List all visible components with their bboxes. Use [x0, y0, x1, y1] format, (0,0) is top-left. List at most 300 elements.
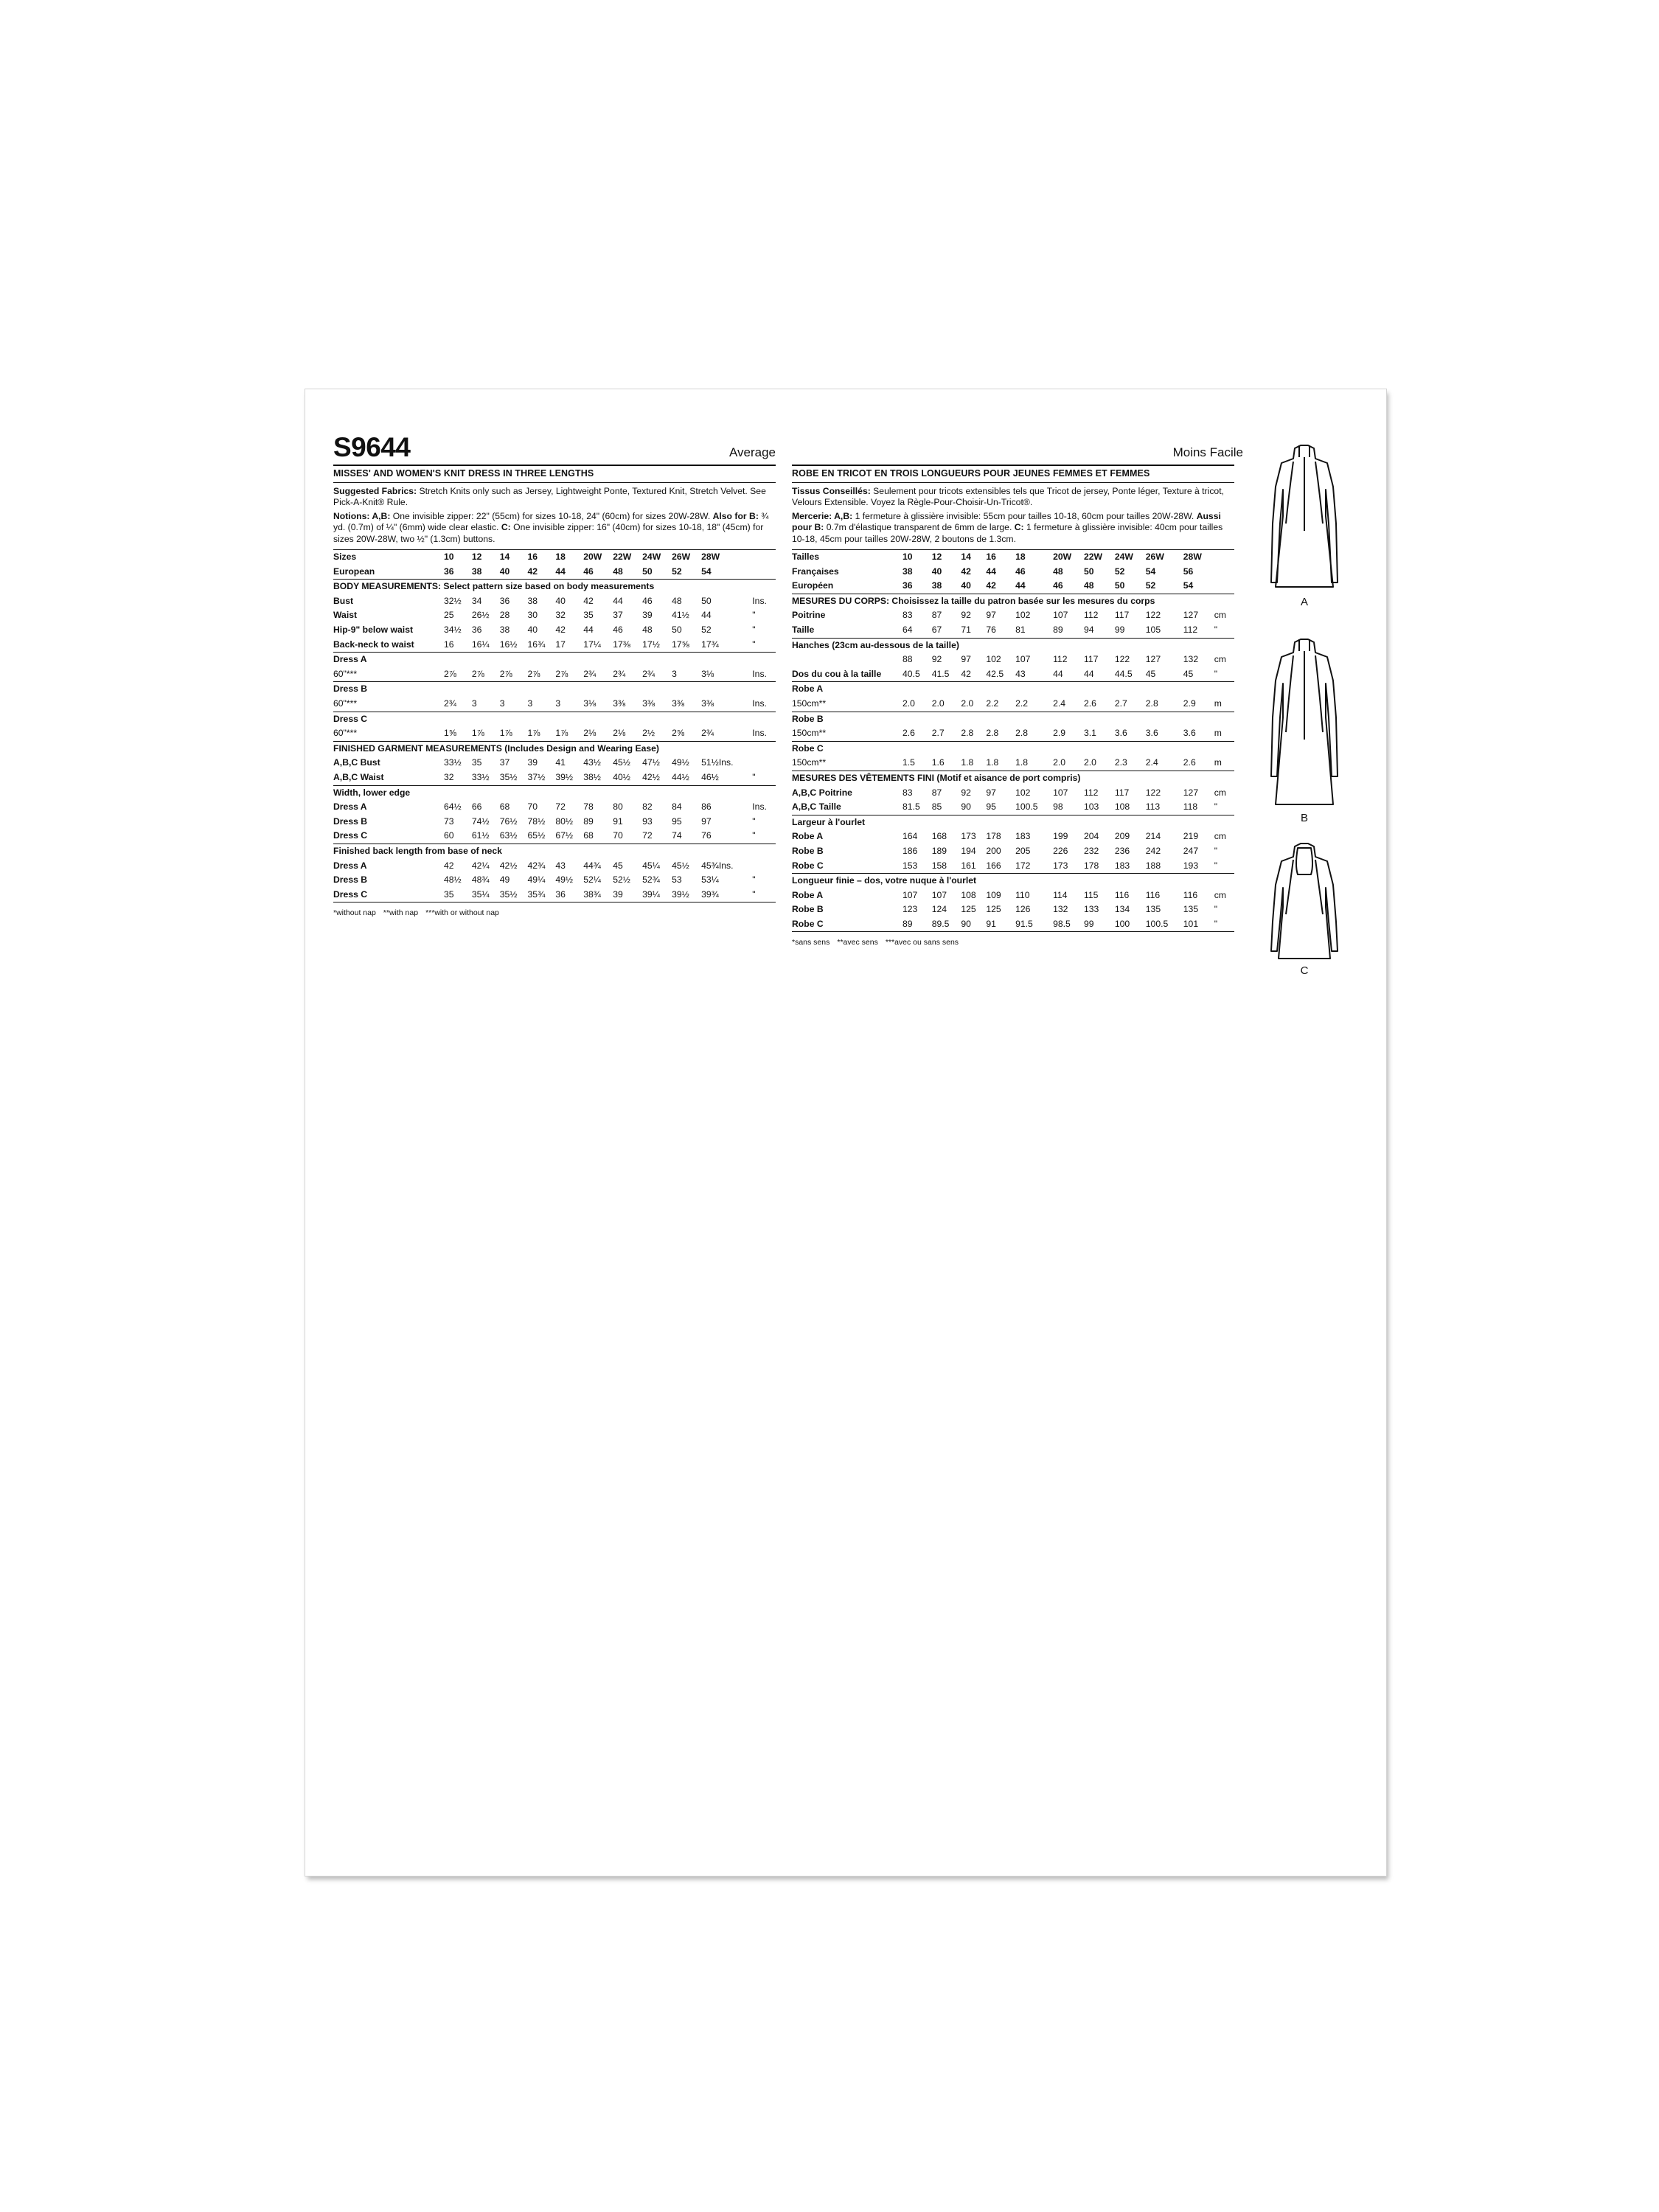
table-cell: 25 [444, 610, 454, 621]
table-cell: 122 [1145, 610, 1161, 621]
table-cell: 52 [1146, 579, 1183, 594]
row-label: Poitrine [792, 610, 826, 621]
table-cell: 28W [701, 552, 720, 563]
table-cell: 39½ [672, 888, 701, 902]
table-cell: " [752, 625, 756, 635]
table-row [792, 667, 1234, 682]
table-cell: 40 [527, 625, 538, 635]
table-cell: 2.8 [1146, 697, 1183, 712]
table-cell: m [1214, 726, 1234, 741]
view-b-label: B [1300, 812, 1308, 824]
table-cell: m [1214, 697, 1234, 712]
row-label: Robe C [792, 917, 902, 932]
table-cell: 3 [472, 697, 500, 712]
table-cell: 1⅞ [500, 726, 528, 741]
table-cell: 16¾ [528, 638, 556, 653]
table-cell [932, 682, 961, 697]
table-row [333, 623, 776, 638]
row-label: 150cm** [792, 756, 902, 771]
table-cell: 65½ [527, 830, 546, 841]
table-cell: " [1214, 625, 1218, 635]
table-cell [1115, 741, 1146, 756]
table-cell: 122 [1114, 654, 1130, 665]
table-cell: 16 [527, 552, 538, 563]
table-row [333, 712, 776, 726]
table-cell: 46 [613, 625, 623, 635]
table-cell: 97 [986, 610, 996, 621]
table-cell: 32 [444, 771, 454, 782]
table-cell [555, 712, 583, 726]
table-cell: " [1214, 917, 1234, 932]
footnote: *without nap [333, 908, 376, 918]
table-cell: 107 [931, 889, 947, 900]
table-row [792, 726, 1234, 741]
row-label: Dress B [333, 874, 368, 886]
table-cell: 107 [1015, 654, 1031, 665]
notions-c-label: C: [1014, 522, 1024, 533]
table-cell: 92 [961, 787, 971, 798]
table-cell: 42 [961, 566, 971, 577]
table-cell: 226 [1053, 845, 1068, 856]
footnote: *sans sens [792, 938, 830, 947]
table-cell [1146, 712, 1183, 726]
view-b [1256, 636, 1352, 824]
table-cell: 2¾ [642, 667, 672, 682]
table-cell: 3.6 [1183, 726, 1214, 741]
table-cell: 64 [902, 625, 913, 635]
table-cell: 2.9 [1053, 726, 1084, 741]
table-cell: 17¾ [701, 638, 752, 653]
table-cell: 49 [499, 874, 510, 886]
table-cell: 64½ [444, 801, 462, 813]
table-row [333, 594, 776, 609]
view-a [1256, 442, 1352, 608]
table-cell: 99 [1084, 917, 1115, 932]
notions [333, 511, 776, 545]
table-cell: 74 [672, 830, 682, 841]
table-cell: 17¼ [583, 638, 613, 653]
table-row [333, 608, 776, 623]
row-label: Dos du cou à la taille [792, 667, 902, 682]
table-cell [642, 682, 672, 697]
table-cell: 108 [961, 889, 976, 900]
table-cell: 36 [499, 595, 510, 606]
table-cell: cm [1214, 831, 1226, 842]
table-cell: 74½ [471, 815, 490, 827]
table-cell: 26W [672, 552, 691, 563]
table-cell: 214 [1145, 831, 1161, 842]
table-cell: 2.0 [932, 697, 961, 712]
table-cell: 73 [444, 815, 454, 827]
row-label: Sizes [333, 552, 357, 563]
table-cell [500, 653, 528, 667]
table-row [333, 565, 776, 580]
view-c [1256, 841, 1352, 977]
table-cell: 72 [555, 801, 566, 813]
table-cell: 117 [1083, 654, 1099, 665]
notions-also-label: Aussi pour B: [792, 510, 1221, 533]
table-cell: 2.7 [1115, 697, 1146, 712]
table-cell [555, 682, 583, 697]
table-cell: 52¾ [642, 874, 660, 886]
table-cell: 37 [613, 610, 623, 621]
table-cell: 118 [1183, 801, 1198, 813]
table-cell: 3⅜ [701, 697, 752, 712]
row-label: FINISHED GARMENT MEASUREMENTS (Includes Design and Wearing Ease) [333, 742, 659, 754]
view-illustrations [1256, 442, 1367, 977]
table-cell: 135 [1183, 904, 1199, 915]
table-cell: 49½ [555, 874, 574, 886]
french-size-table [792, 550, 1234, 932]
table-cell: 88 [902, 654, 913, 665]
table-cell: 33½ [444, 757, 462, 768]
table-cell: 44 [555, 565, 583, 580]
table-cell: 78 [583, 801, 594, 813]
french-header [792, 439, 1243, 465]
table-cell: 41½ [672, 610, 689, 621]
table-cell: 44 [986, 566, 996, 577]
table-cell: 52¼ [583, 874, 601, 886]
table-cell: 134 [1114, 904, 1130, 915]
table-cell: 44¾ [583, 860, 601, 871]
table-cell [986, 741, 1015, 756]
table-cell: 44 [613, 595, 623, 606]
table-cell: 12 [931, 552, 942, 563]
table-cell [1053, 682, 1084, 697]
table-cell: 2.2 [986, 697, 1015, 712]
fabrics-text: Seulement pour tricots extensibles tels que Tricot de jersey, Ponte léger, Texture à tricot, Velours Extensible. Voyez la Règle-Pour-Choisir-Un-Tricot®. [792, 486, 1224, 508]
row-label: A,B,C Bust [333, 757, 380, 768]
table-cell: 39¼ [642, 888, 672, 902]
table-cell: 39½ [555, 771, 574, 782]
table-cell: 36 [471, 625, 482, 635]
table-cell: 2.0 [902, 697, 932, 712]
table-cell: 50 [642, 565, 672, 580]
table-cell: 40 [931, 566, 942, 577]
table-cell: 188 [1145, 860, 1161, 871]
table-cell: 48 [672, 595, 682, 606]
table-cell: 51½Ins. [701, 757, 734, 768]
table-cell: 2⅞ [555, 667, 583, 682]
table-cell: " [752, 771, 756, 782]
notions-also-text: ¾ yd. (0.7m) of ¼" (6mm) wide clear elastic. [333, 510, 769, 533]
table-cell: 16 [986, 552, 996, 563]
row-label: Dress B [333, 815, 368, 827]
table-cell: 132 [1183, 654, 1199, 665]
dress-view-a-icon [1256, 442, 1352, 597]
table-row [333, 550, 776, 565]
table-cell: 38 [932, 579, 961, 594]
footnote: **with nap [383, 908, 419, 918]
table-cell: " [1214, 904, 1218, 915]
table-cell: 2.8 [1015, 726, 1053, 741]
table-cell [472, 653, 500, 667]
table-cell: 116 [1114, 889, 1130, 900]
table-cell: 39 [527, 757, 538, 768]
table-cell: 35 [444, 888, 472, 902]
table-cell: 2.0 [961, 697, 986, 712]
table-cell: 81.5 [902, 801, 920, 813]
table-cell: 34½ [444, 625, 462, 635]
table-cell: 42 [555, 625, 566, 635]
table-cell: 133 [1083, 904, 1099, 915]
table-cell: 89.5 [932, 917, 961, 932]
table-cell: 28W [1183, 552, 1202, 563]
table-cell: 82 [642, 801, 653, 813]
table-cell: Ins. [752, 697, 776, 712]
table-cell [672, 712, 701, 726]
table-cell: 89 [902, 917, 932, 932]
table-cell: 98 [1053, 801, 1063, 813]
table-cell: 16½ [500, 638, 528, 653]
table-cell: " [1214, 860, 1218, 871]
table-cell [528, 712, 556, 726]
row-label: 60"*** [333, 726, 444, 741]
row-label: BODY MEASUREMENTS: Select pattern size based on body measurements [333, 581, 655, 592]
table-cell: 3⅜ [613, 697, 642, 712]
table-cell: 44 [583, 625, 594, 635]
table-cell: 232 [1083, 845, 1099, 856]
table-cell [961, 712, 986, 726]
table-cell: 42½ [642, 771, 660, 782]
table-cell [444, 712, 472, 726]
table-cell: 2.0 [1084, 756, 1115, 771]
table-cell: 61½ [471, 830, 490, 841]
table-cell [1214, 579, 1234, 594]
table-cell: 17 [555, 638, 583, 653]
table-cell: 123 [902, 904, 918, 915]
table-cell [1084, 712, 1115, 726]
table-cell [1053, 712, 1084, 726]
row-label: 60"*** [333, 697, 444, 712]
table-cell: 38½ [583, 771, 601, 782]
table-cell: 24W [642, 552, 661, 563]
table-row [792, 874, 1234, 888]
table-cell: 52 [1114, 566, 1125, 577]
table-cell [444, 653, 472, 667]
fabrics-text: Stretch Knits only such as Jersey, Lightweight Ponte, Textured Knit, Stretch Velvet. See Pick-A-Knit® Rule. [333, 486, 766, 508]
row-label: Dress C [333, 888, 444, 902]
title-rule [333, 482, 776, 483]
table-cell: Ins. [752, 667, 776, 682]
table-cell: 1.8 [986, 756, 1015, 771]
table-cell: " [752, 815, 756, 827]
table-cell: 2½ [642, 726, 672, 741]
table-cell [500, 682, 528, 697]
table-cell [672, 682, 701, 697]
table-cell: 80 [613, 801, 623, 813]
table-cell: 44½ [672, 771, 689, 782]
table-cell: 1⅞ [528, 726, 556, 741]
table-cell: 97 [961, 654, 971, 665]
table-cell: 89 [583, 815, 594, 827]
table-row [792, 594, 1234, 608]
table-cell: 42 [444, 860, 454, 871]
table-cell: 44 [1053, 667, 1084, 682]
table-cell: 76½ [499, 815, 518, 827]
table-cell: 164 [902, 831, 918, 842]
table-row [333, 580, 776, 594]
table-cell: 127 [1183, 610, 1199, 621]
english-footnotes [333, 908, 776, 917]
row-label: Dress A [333, 654, 367, 665]
table-cell [500, 712, 528, 726]
table-cell: cm [1214, 610, 1226, 621]
table-row [333, 682, 776, 697]
table-cell: 2¾ [444, 697, 472, 712]
table-cell [1146, 682, 1183, 697]
table-cell: Ins. [752, 801, 767, 813]
title-rule [792, 482, 1234, 483]
table-cell [902, 712, 932, 726]
table-cell: 1.6 [932, 756, 961, 771]
table-cell: 38 [499, 625, 510, 635]
table-cell: 168 [931, 831, 947, 842]
table-cell: 80½ [555, 815, 574, 827]
table-cell: 112 [1083, 610, 1099, 621]
table-cell: 42 [528, 565, 556, 580]
table-cell: 10 [902, 552, 913, 563]
table-cell: 35½ [500, 888, 528, 902]
table-cell [1053, 741, 1084, 756]
french-footnotes [792, 938, 1234, 947]
notions-fr [792, 511, 1234, 545]
table-cell: 38¾ [583, 888, 613, 902]
row-label: MESURES DU CORPS: Choisissez la taille du patron basée sur les mesures du corps [792, 595, 1155, 606]
table-cell: 2.4 [1146, 756, 1183, 771]
table-cell: 76 [701, 830, 712, 841]
table-cell: 2.6 [1084, 697, 1115, 712]
table-row [792, 859, 1234, 874]
notions-label: Notions: A,B: [333, 510, 391, 521]
row-label: A,B,C Poitrine [792, 787, 852, 798]
table-cell: 2¾ [701, 726, 752, 741]
table-cell: 103 [1083, 801, 1099, 813]
table-cell [613, 682, 642, 697]
table-cell: 107 [1053, 610, 1068, 621]
english-size-table [333, 550, 776, 902]
table-cell [613, 712, 642, 726]
table-cell: 36 [555, 888, 583, 902]
table-cell: 60 [444, 830, 454, 841]
table-cell: 158 [931, 860, 947, 871]
table-cell: 50 [1115, 579, 1146, 594]
table-cell: 94 [1083, 625, 1094, 635]
table-cell: 186 [902, 845, 918, 856]
table-cell: 98.5 [1053, 917, 1084, 932]
table-cell: 39 [642, 610, 653, 621]
table-row [333, 638, 776, 653]
table-cell: 173 [1053, 860, 1068, 871]
row-label: Largeur à l'ourlet [792, 815, 1234, 830]
table-cell: 95 [986, 801, 996, 813]
table-cell: 1.5 [902, 756, 932, 771]
table-cell [472, 712, 500, 726]
table-cell: 42½ [499, 860, 518, 871]
table-cell: 35 [583, 610, 594, 621]
table-cell: 1⅞ [555, 726, 583, 741]
table-cell: 53 [672, 874, 682, 886]
table-cell: 26½ [471, 610, 490, 621]
table-cell: 10 [444, 552, 454, 563]
table-row [792, 653, 1234, 667]
table-cell: 112 [1083, 787, 1099, 798]
table-cell: 34 [471, 595, 482, 606]
difficulty-level-fr: Moins Facile [1172, 445, 1243, 459]
table-cell: 86 [701, 801, 712, 813]
table-cell: 107 [902, 889, 918, 900]
table-cell: 2.4 [1053, 697, 1084, 712]
table-cell [472, 682, 500, 697]
table-cell [961, 682, 986, 697]
table-cell [1214, 565, 1234, 580]
view-a-label: A [1300, 596, 1308, 608]
table-cell [752, 653, 776, 667]
table-cell: 2¾ [583, 667, 613, 682]
table-cell: 48½ [444, 874, 462, 886]
table-cell: 49½ [672, 757, 689, 768]
table-cell: 3 [500, 697, 528, 712]
row-label: Robe A [792, 684, 824, 695]
row-label: Hip-9" below waist [333, 625, 414, 635]
header-rule [333, 465, 776, 466]
table-cell: 1⅞ [472, 726, 500, 741]
table-cell: 35 [471, 757, 482, 768]
dress-view-c-icon [1256, 841, 1352, 966]
table-cell: 18 [555, 552, 566, 563]
table-cell: 37 [499, 757, 510, 768]
table-cell [752, 565, 776, 580]
table-cell: 97 [701, 815, 712, 827]
table-cell: 132 [1053, 904, 1068, 915]
table-cell: 100.5 [1146, 917, 1183, 932]
pattern-title: MISSES' AND WOMEN'S KNIT DRESS IN THREE LENGTHS [333, 468, 594, 479]
notions-c-text: One invisible zipper: 16" (40cm) for sizes 10-18, 18" (45cm) for sizes 20W-28W, two ½" (1.3cm) buttons. [333, 522, 764, 544]
table-cell: 117 [1114, 787, 1130, 798]
table-cell: Ins. [752, 726, 776, 741]
table-cell: 2⅞ [444, 667, 472, 682]
table-cell: 45½ [672, 860, 689, 871]
table-cell: 68 [499, 801, 510, 813]
table-cell: 14 [961, 552, 971, 563]
row-label: Robe B [792, 713, 824, 724]
table-cell: 102 [986, 654, 1001, 665]
table-cell: 83 [902, 787, 913, 798]
table-cell: 20W [583, 552, 602, 563]
row-label: Dress A [333, 801, 367, 813]
table-cell [1183, 741, 1214, 756]
table-cell: 50 [672, 625, 682, 635]
table-cell: 63½ [499, 830, 518, 841]
table-row [333, 756, 776, 771]
table-cell: 42 [583, 595, 594, 606]
table-cell [1084, 741, 1115, 756]
table-cell: 71 [961, 625, 971, 635]
table-cell: 92 [961, 610, 971, 621]
table-cell [701, 712, 752, 726]
table-row [792, 756, 1234, 771]
table-cell: 84 [672, 801, 682, 813]
table-cell: m [1214, 756, 1234, 771]
table-cell: Ins. [752, 595, 767, 606]
table-cell: 43½ [583, 757, 601, 768]
table-cell: 200 [986, 845, 1001, 856]
table-cell: 28 [499, 610, 510, 621]
suggested-fabrics-fr [792, 486, 1234, 509]
table-row [792, 844, 1234, 859]
table-cell: " [752, 830, 756, 841]
table-cell [752, 859, 776, 874]
